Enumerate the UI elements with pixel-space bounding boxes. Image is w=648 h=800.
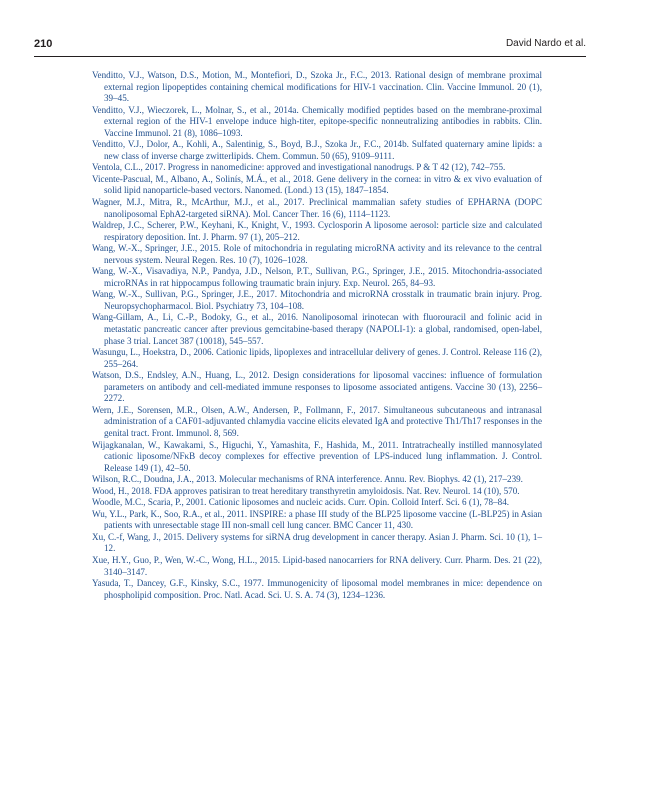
reference-item[interactable]: Wang, W.-X., Sullivan, P.G., Springer, J.E., 2017. Mitochondria and microRNA crosstalk in traumatic brain injury. Prog. Neuropsychopharmacol. Biol. Psychiatry 73, 104–108. xyxy=(92,289,542,311)
reference-item[interactable]: Wu, Y.L., Park, K., Soo, R.A., et al., 2011. INSPIRE: a phase III study of the BLP25 liposome vaccine (L-BLP25) in Asian patients with unresectable stage III non-small cell lung cancer. BMC Cancer 11, 430. xyxy=(92,508,542,531)
reference-item[interactable]: Xu, C.-f, Wang, J., 2015. Delivery systems for siRNA drug development in cancer therapy. Asian J. Pharm. Sci. 10 (1), 1–12. xyxy=(92,531,542,554)
reference-item[interactable]: Wang, W.-X., Visavadiya, N.P., Pandya, J.D., Nelson, P.T., Sullivan, P.G., Springer, J.E., 2015. Mitochondria-associated microRNAs in rat hippocampus following traumatic brain injury. Exp. Neurol. 265, 84–93. xyxy=(92,266,542,288)
reference-item[interactable]: Venditto, V.J., Dolor, A., Kohli, A., Salentinig, S., Boyd, B.J., Szoka Jr., F.C., 2014b. Sulfated quaternary amine lipids: a new class of inverse charge zwitterlipids. Chem. Commun. 50 (65), 9109–9111. xyxy=(92,139,542,161)
reference-item[interactable]: Vicente-Pascual, M., Albano, A., Solinís, M.Á., et al., 2018. Gene delivery in the cornea: in vitro & ex vivo evaluation of solid lipid nanoparticle-based vectors. Nanomed. (Lond.) 13 (15), 1847–1854. xyxy=(92,173,542,196)
reference-item[interactable]: Wagner, M.J., Mitra, R., McArthur, M.J., et al., 2017. Preclinical mammalian safety studies of EPHARNA (DOPC nanoliposomal EphA2-targeted siRNA). Mol. Cancer Ther. 16 (6), 1114–1123. xyxy=(92,197,542,219)
running-head: David Nardo et al. xyxy=(505,38,586,49)
reference-item[interactable]: Wern, J.E., Sorensen, M.R., Olsen, A.W., Andersen, P., Follmann, F., 2017. Simultaneous subcutaneous and intranasal administration of a CAF01-adjuvanted chlamydia vaccine elicits elevated IgA and protective Th1/Th17 responses in the genital tract. Front. Immunol. 8, 569. xyxy=(92,404,542,438)
reference-item[interactable]: Venditto, V.J., Watson, D.S., Motion, M., Montefiori, D., Szoka Jr., F.C., 2013. Rational design of membrane proximal external region lipopeptides containing chemical modifications for HIV-1 vaccination. Clin. Vaccine Immunol. 20 (1), 39–45. xyxy=(92,70,542,104)
reference-item[interactable]: Wasungu, L., Hoekstra, D., 2006. Cationic lipids, lipoplexes and intracellular delivery of genes. J. Control. Release 116 (2), 255–264. xyxy=(92,347,542,369)
reference-item[interactable]: Wang, W.-X., Springer, J.E., 2015. Role of mitochondria in regulating microRNA activity and its relevance to the central nervous system. Neural Regen. Res. 10 (7), 1026–1028. xyxy=(92,243,542,265)
reference-item[interactable]: Wood, H., 2018. FDA approves patisiran to treat hereditary transthyretin amyloidosis. Nat. Rev. Neurol. 14 (10), 570. xyxy=(92,485,520,496)
reference-item[interactable]: Yasuda, T., Dancey, G.F., Kinsky, S.C., 1977. Immunogenicity of liposomal model membranes in mice: dependence on phospholipid composition. Proc. Natl. Acad. Sci. U. S. A. 74 (3), 1234–1236. xyxy=(92,578,542,600)
reference-item[interactable]: Wijagkanalan, W., Kawakami, S., Higuchi, Y., Yamashita, F., Hashida, M., 2011. Intratracheally instilled mannosylated cationic liposome/NFκB decoy complexes for effective prevention of LPS-induced lung inflammation. J. Control. Release 149 (1), 42–50. xyxy=(92,439,542,473)
reference-item[interactable]: Watson, D.S., Endsley, A.N., Huang, L., 2012. Design considerations for liposomal vaccines: influence of formulation parameters on antibody and cell-mediated immune responses to liposome associated antigens. Vaccine 30 (13), 2256–2272. xyxy=(92,370,542,404)
reference-item[interactable]: Woodle, M.C., Scaria, P., 2001. Cationic liposomes and nucleic acids. Curr. Opin. Colloid Interf. Sci. 6 (1), 78–84. xyxy=(92,497,510,508)
page-header xyxy=(34,38,586,58)
reference-list xyxy=(92,70,542,601)
reference-item[interactable]: Venditto, V.J., Wieczorek, L., Molnar, S., et al., 2014a. Chemically modified peptides based on the membrane-proximal external region of the HIV-1 envelope induce high-titer, epitope-specific nonneutralizing antibodies in rabbits. Clin. Vaccine Immunol. 21 (8), 1086–1093. xyxy=(92,104,542,138)
page-number: 210 xyxy=(34,38,53,50)
reference-item[interactable]: Xue, H.Y., Guo, P., Wen, W.-C., Wong, H.L., 2015. Lipid-based nanocarriers for RNA delivery. Curr. Pharm. Des. 21 (22), 3140–3147. xyxy=(92,554,542,577)
reference-item[interactable]: Ventola, C.L., 2017. Progress in nanomedicine: approved and investigational nanodrugs. P & T 42 (12), 742–755. xyxy=(92,162,506,173)
reference-item[interactable]: Wang-Gillam, A., Li, C.-P., Bodoky, G., et al., 2016. Nanoliposomal irinotecan with fluorouracil and folinic acid in metastatic pancreatic cancer after previous gemcitabine-based therapy (NAPOLI-1): a global, randomised, open-label, phase 3 trial. Lancet 387 (10018), 545–557. xyxy=(92,312,542,346)
header-rule xyxy=(34,56,586,57)
reference-item[interactable]: Wilson, R.C., Doudna, J.A., 2013. Molecular mechanisms of RNA interference. Annu. Rev. Biophys. 42 (1), 217–239. xyxy=(92,474,523,485)
reference-item[interactable]: Waldrep, J.C., Scherer, P.W., Keyhani, K., Knight, V., 1993. Cyclosporin A liposome aerosol: particle size and calculated respiratory deposition. Int. J. Pharm. 97 (1), 205–212. xyxy=(92,220,542,242)
